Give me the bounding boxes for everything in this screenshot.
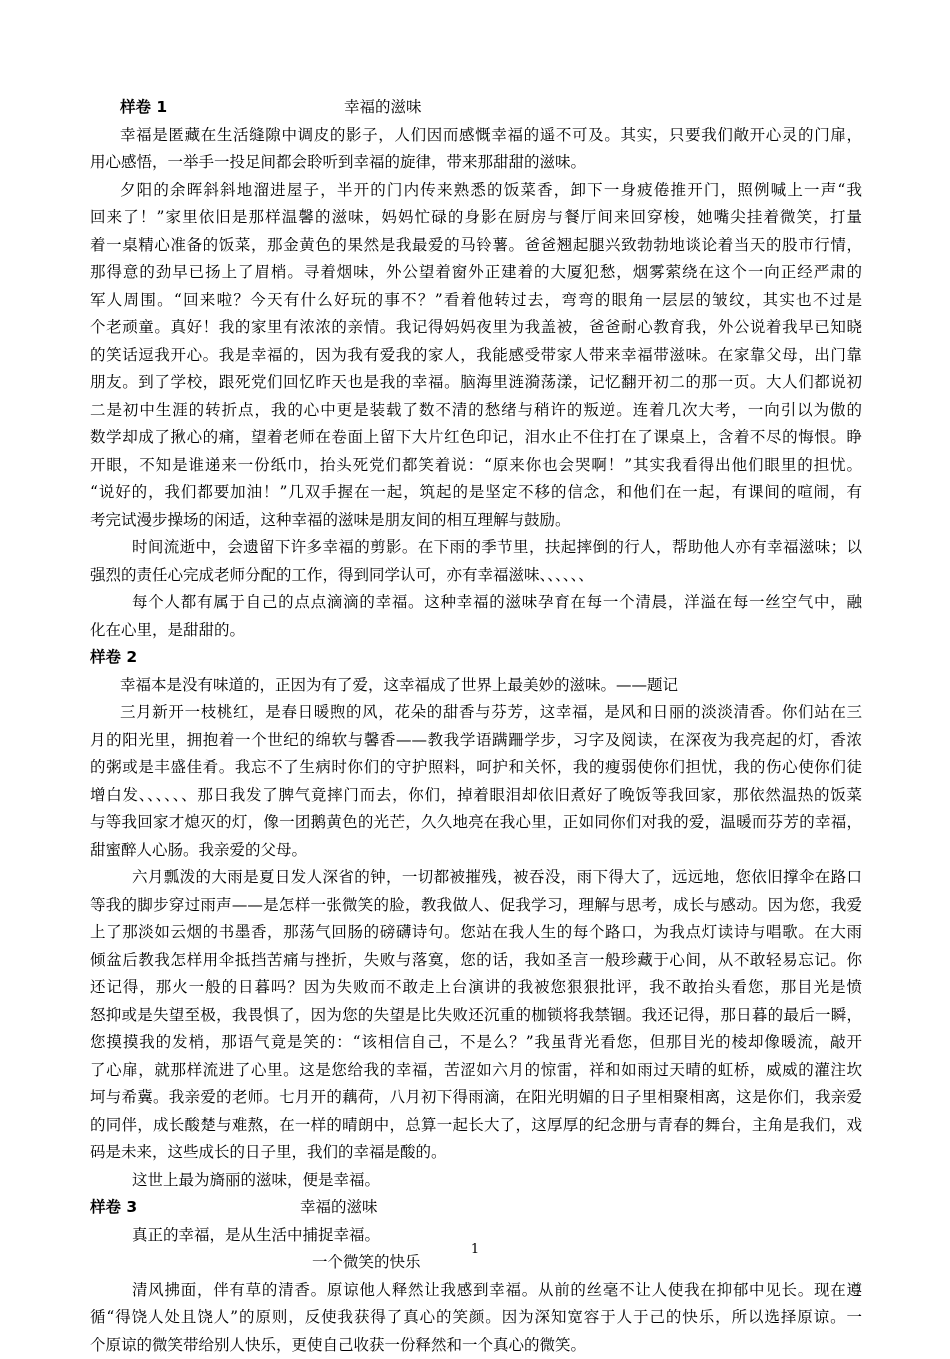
paragraph-line: 幸福是匿藏在生活缝隙中调皮的影子，人们因而感慨幸福的遥不可及。其实，只要我们敞开心灵的门扉， <box>90 122 862 150</box>
paragraph-line: 幸福本是没有味道的，正因为有了爱，这幸福成了世界上最美妙的滋味。——题记 <box>90 672 862 700</box>
paragraph-line: 考完试漫步操场的闲适，这种幸福的滋味是朋友间的相互理解与鼓励。 <box>90 507 862 535</box>
sample1-label: 样卷 1 <box>120 98 167 116</box>
paragraph-line: 码是未来，这些成长的日子里，我们的幸福是酸的。 <box>90 1139 862 1167</box>
paragraph-line: 个原谅的微笑带给别人快乐，更使自己收获一份释然和一个真心的微笑。 <box>90 1332 862 1359</box>
paragraph-line: 军人周围。“回来啦？今天有什么好玩的事不？”看着他转过去，弯弯的眼角一层层的皱纹，其实也不过是 <box>90 287 862 315</box>
paragraph-line: “说好的，我们都要加油！”几双手握在一起，筑起的是坚定不移的信念，和他们在一起，有课间的喧闹，有 <box>90 479 862 507</box>
sample2-header <box>90 644 862 672</box>
paragraph-line: 着一桌精心准备的饭菜，那金黄色的果然是我最爱的马铃薯。爸爸翘起腿兴致勃勃地谈论着当天的股市行情， <box>90 232 862 260</box>
page-number: 1 <box>0 1242 950 1257</box>
paragraph-line: 清风拂面，伴有草的清香。原谅他人释然让我感到幸福。从前的丝毫不让人使我在抑郁中见长。现在遵 <box>90 1277 862 1305</box>
paragraph-line: 等我的脚步穿过雨声——是怎样一张微笑的脸，教我做人、促我学习，理解与思考，成长与感动。因为您，我爱 <box>90 892 862 920</box>
paragraph-line: 个老顽童。真好！我的家里有浓浓的亲情。我记得妈妈夜里为我盖被，爸爸耐心教育我，外公说着我早已知晓 <box>90 314 862 342</box>
sample3-label: 样卷 3 <box>90 1198 137 1216</box>
paragraph-line: 倾盆后教我怎样用伞抵挡苦痛与挫折，失败与落寞，您的话，我如圣言一般珍藏于心间，从不敢轻易忘记。你 <box>90 947 862 975</box>
paragraph-line: 化在心里，是甜甜的。 <box>90 617 862 645</box>
paragraph-line: 了心扉，就那样流进了心里。这是您给我的幸福，苦涩如六月的惊雷，祥和如雨过天晴的虹桥，威威的灌注坎 <box>90 1057 862 1085</box>
paragraph-line: 二是初中生涯的转折点，我的心中更是装载了数不清的愁绪与稍许的叛逆。连着几次大考，一向引以为傲的 <box>90 397 862 425</box>
paragraph-line: 真正的幸福，是从生活中捕捉幸福。 <box>90 1222 862 1250</box>
paragraph-line: 夕阳的余晖斜斜地溜进屋子，半开的门内传来熟悉的饭菜香，卸下一身疲倦推开门，照例喊上一声“我 <box>90 177 862 205</box>
paragraph-line: 六月瓢泼的大雨是夏日发人深省的钟，一切都被摧残，被吞没，雨下得大了，远远地，您依旧撑伞在路口 <box>90 864 862 892</box>
paragraph-line: 这世上最为旖丽的滋味，便是幸福。 <box>90 1167 862 1195</box>
paragraph-line: 开眼，不知是谁递来一份纸巾，抬头死党们都笑着说：“原来你也会哭啊！”其实我看得出他们眼里的担忧。 <box>90 452 862 480</box>
paragraph-line: 月的阳光里，拥抱着一个世纪的绵软与馨香——教我学语蹒跚学步，习字及阅读，在深夜为我亮起的灯，香浓 <box>90 727 862 755</box>
sample1-title: 幸福的滋味 <box>344 94 422 122</box>
paragraph-line: 您摸摸我的发梢，那语气竟是笑的：“该相信自己，不是么？”我虽背光看您，但那目光的棱却像暖流，敲开 <box>90 1029 862 1057</box>
paragraph-line: 循“得饶人处且饶人”的原则，反使我获得了真心的笑颜。因为深知宽容于人于己的快乐，所以选择原谅。一 <box>90 1304 862 1332</box>
sample3-subtitle: 一个微笑的快乐 <box>90 1249 862 1277</box>
paragraph-line: 每个人都有属于自己的点点滴滴的幸福。这种幸福的滋味孕育在每一个清晨，洋溢在每一丝空气中，融 <box>90 589 862 617</box>
paragraph-line: 上了那淡如云烟的书墨香，那荡气回肠的磅礴诗句。您站在我人生的每个路口，为我点灯读诗与唱歌。在大雨 <box>90 919 862 947</box>
paragraph-line: 回来了！”家里依旧是那样温馨的滋味，妈妈忙碌的身影在厨房与餐厅间来回穿梭，她嘴尖挂着微笑，打量 <box>90 204 862 232</box>
paragraph-line: 三月新开一枝桃红，是春日暖煦的风，花朵的甜香与芬芳，这幸福，是风和日丽的淡淡清香。你们站在三 <box>90 699 862 727</box>
paragraph-line: 怒抑或是失望至极，我畏惧了，因为您的失望是比失败还沉重的枷锁将我禁锢。我还记得，那日暮的最后一瞬， <box>90 1002 862 1030</box>
paragraph-line: 与等我回家才熄灭的灯，像一团鹅黄色的光芒，久久地亮在我心里，正如同你们对我的爱，温暖而芬芳的幸福， <box>90 809 862 837</box>
sample3-header <box>90 1194 862 1222</box>
paragraph-line: 强烈的责任心完成老师分配的工作，得到同学认可，亦有幸福滋味、、、、、、 <box>90 562 862 590</box>
sample3-title: 幸福的滋味 <box>300 1194 378 1222</box>
document-body <box>90 94 862 1359</box>
paragraph-line: 坷与希冀。我亲爱的老师。七月开的藕荷，八月初下得雨滴，在阳光明媚的日子里相聚相离，这是你们，我亲爱 <box>90 1084 862 1112</box>
sample1-header <box>90 94 862 122</box>
paragraph-line: 的笑话逗我开心。我是幸福的，因为我有爱我的家人，我能感受带家人带来幸福带滋味。在家靠父母，出门靠 <box>90 342 862 370</box>
paragraph-line: 朋友。到了学校，跟死党们回忆昨天也是我的幸福。脑海里涟漪荡漾，记忆翻开初二的那一页。大人们都说初 <box>90 369 862 397</box>
paragraph-line: 用心感悟，一举手一投足间都会聆听到幸福的旋律，带来那甜甜的滋味。 <box>90 149 862 177</box>
paragraph-line: 的粥或是丰盛佳肴。我忘不了生病时你们的守护照料，呵护和关怀，我的瘦弱使你们担忧，我的伤心使你们徒 <box>90 754 862 782</box>
paragraph-line: 增白发、、、、、、那日我发了脾气竟摔门而去，你们，掉着眼泪却依旧煮好了晚饭等我回家，那依然温热的饭菜 <box>90 782 862 810</box>
paragraph-line: 那得意的劲早已扬上了眉梢。寻着烟味，外公望着窗外正建着的大厦犯愁，烟雾萦绕在这个一向正经严肃的 <box>90 259 862 287</box>
paragraph-line: 还记得，那火一般的日暮吗？因为失败而不敢走上台演讲的我被您狠狠批评，我不敢抬头看您，那目光是愤 <box>90 974 862 1002</box>
paragraph-line: 甜蜜醉人心肠。我亲爱的父母。 <box>90 837 862 865</box>
paragraph-line: 时间流逝中，会遗留下许多幸福的剪影。在下雨的季节里，扶起摔倒的行人，帮助他人亦有幸福滋味；以 <box>90 534 862 562</box>
paragraph-line: 数学却成了揪心的痛，望着老师在卷面上留下大片红色印记，泪水止不住打在了课桌上，含着不尽的悔恨。睁 <box>90 424 862 452</box>
sample2-label: 样卷 2 <box>90 648 137 666</box>
paragraph-line: 的同伴，成长酸楚与难熬，在一样的晴朗中，总算一起长大了，这厚厚的纪念册与青春的舞台，主角是我们，戏 <box>90 1112 862 1140</box>
